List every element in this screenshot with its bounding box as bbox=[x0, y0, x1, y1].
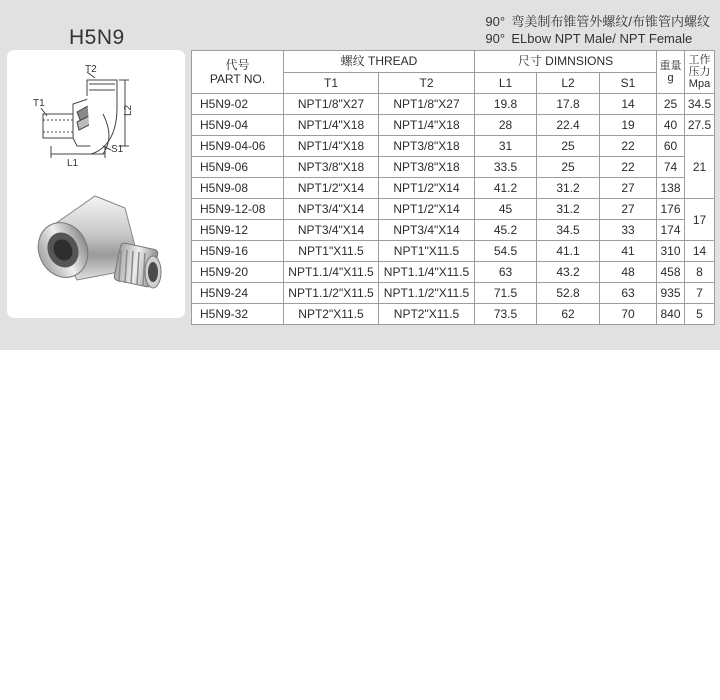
cell-s1: 70 bbox=[600, 304, 657, 325]
cell-l2: 62 bbox=[537, 304, 600, 325]
cell-l1: 31 bbox=[475, 136, 537, 157]
cell-part: H5N9-02 bbox=[192, 94, 284, 115]
table-row bbox=[192, 94, 715, 115]
cell-t2: NPT1/8"X27 bbox=[379, 94, 475, 115]
cell-l2: 41.1 bbox=[537, 241, 600, 262]
elbow-drawing bbox=[7, 50, 185, 318]
cell-pressure: 17 bbox=[685, 199, 715, 241]
cell-t2: NPT3/8"X18 bbox=[379, 157, 475, 178]
header-part-no bbox=[192, 51, 284, 94]
table-row bbox=[192, 262, 715, 283]
cell-s1: 41 bbox=[600, 241, 657, 262]
cell-t1: NPT3/8"X18 bbox=[284, 157, 379, 178]
cell-weight: 60 bbox=[657, 136, 685, 157]
description-zh-degree: 90° bbox=[485, 14, 506, 29]
header-pressure-unit: Mpa bbox=[688, 78, 711, 90]
label-s1: S1 bbox=[111, 144, 124, 155]
cell-part: H5N9-20 bbox=[192, 262, 284, 283]
cell-t2: NPT2"X11.5 bbox=[379, 304, 475, 325]
cell-s1: 63 bbox=[600, 283, 657, 304]
spec-table-body bbox=[192, 94, 715, 325]
cell-l2: 17.8 bbox=[537, 94, 600, 115]
cell-l1: 19.8 bbox=[475, 94, 537, 115]
cell-l2: 22.4 bbox=[537, 115, 600, 136]
table-row bbox=[192, 283, 715, 304]
header-weight bbox=[657, 51, 685, 94]
table-row bbox=[192, 115, 715, 136]
cell-weight: 174 bbox=[657, 220, 685, 241]
cell-l1: 63 bbox=[475, 262, 537, 283]
cell-weight: 25 bbox=[657, 94, 685, 115]
cell-weight: 176 bbox=[657, 199, 685, 220]
cell-l1: 71.5 bbox=[475, 283, 537, 304]
cell-s1: 19 bbox=[600, 115, 657, 136]
cell-weight: 840 bbox=[657, 304, 685, 325]
cell-l1: 45.2 bbox=[475, 220, 537, 241]
cell-l1: 45 bbox=[475, 199, 537, 220]
cell-l2: 31.2 bbox=[537, 178, 600, 199]
header-l1: L1 bbox=[475, 72, 537, 94]
table-row bbox=[192, 157, 715, 178]
cell-t2: NPT1.1/2"X11.5 bbox=[379, 283, 475, 304]
cell-l2: 25 bbox=[537, 157, 600, 178]
product-code-title: H5N9 bbox=[69, 26, 125, 49]
cell-weight: 310 bbox=[657, 241, 685, 262]
product-description bbox=[485, 13, 710, 47]
spec-table bbox=[191, 50, 715, 325]
cell-part: H5N9-06 bbox=[192, 157, 284, 178]
label-l2: L2 bbox=[123, 104, 134, 116]
header-pressure-zh1: 工作 bbox=[688, 54, 711, 66]
cell-s1: 14 bbox=[600, 94, 657, 115]
table-header-row bbox=[192, 51, 715, 73]
cell-l1: 33.5 bbox=[475, 157, 537, 178]
cell-part: H5N9-24 bbox=[192, 283, 284, 304]
cell-s1: 27 bbox=[600, 178, 657, 199]
cell-s1: 27 bbox=[600, 199, 657, 220]
cell-s1: 22 bbox=[600, 157, 657, 178]
cell-l2: 43.2 bbox=[537, 262, 600, 283]
cell-pressure: 7 bbox=[685, 283, 715, 304]
cell-t2: NPT1"X11.5 bbox=[379, 241, 475, 262]
cell-t1: NPT1/4"X18 bbox=[284, 136, 379, 157]
description-en-degree: 90° bbox=[485, 31, 506, 46]
cell-t1: NPT3/4"X14 bbox=[284, 199, 379, 220]
label-l1: L1 bbox=[67, 158, 79, 169]
description-zh-text: 弯美制布锥管外螺纹/布锥管内螺纹 bbox=[511, 14, 710, 29]
header-t1: T1 bbox=[284, 72, 379, 94]
cell-l2: 52.8 bbox=[537, 283, 600, 304]
cell-l2: 31.2 bbox=[537, 199, 600, 220]
header-weight-unit: g bbox=[667, 72, 674, 84]
header-weight-zh: 重量 bbox=[659, 60, 682, 72]
description-en-row bbox=[485, 30, 710, 47]
header-dimensions: 尺寸 DIMNSIONS bbox=[475, 51, 657, 73]
cell-pressure: 21 bbox=[685, 136, 715, 199]
cell-t2: NPT1/2"X14 bbox=[379, 178, 475, 199]
cell-l2: 34.5 bbox=[537, 220, 600, 241]
header-s1: S1 bbox=[600, 72, 657, 94]
table-row bbox=[192, 178, 715, 199]
label-t2: T2 bbox=[85, 64, 97, 75]
product-image-card bbox=[7, 50, 185, 318]
cell-t2: NPT1/2"X14 bbox=[379, 199, 475, 220]
cell-t1: NPT2"X11.5 bbox=[284, 304, 379, 325]
cell-part: H5N9-16 bbox=[192, 241, 284, 262]
cell-l2: 25 bbox=[537, 136, 600, 157]
cell-l1: 54.5 bbox=[475, 241, 537, 262]
table-row bbox=[192, 136, 715, 157]
cell-part: H5N9-04-06 bbox=[192, 136, 284, 157]
cell-pressure: 34.5 bbox=[685, 94, 715, 115]
cell-pressure: 5 bbox=[685, 304, 715, 325]
header-part-en: PART NO. bbox=[209, 72, 266, 86]
cell-pressure: 27.5 bbox=[685, 115, 715, 136]
cell-weight: 458 bbox=[657, 262, 685, 283]
table-row bbox=[192, 220, 715, 241]
cell-t1: NPT1/2"X14 bbox=[284, 178, 379, 199]
header-l2: L2 bbox=[537, 72, 600, 94]
description-en-text: ELbow NPT Male/ NPT Female bbox=[511, 31, 693, 46]
cell-l1: 28 bbox=[475, 115, 537, 136]
cell-t1: NPT1/8"X27 bbox=[284, 94, 379, 115]
cell-part: H5N9-08 bbox=[192, 178, 284, 199]
cell-part: H5N9-32 bbox=[192, 304, 284, 325]
table-row bbox=[192, 241, 715, 262]
cell-t2: NPT1.1/4"X11.5 bbox=[379, 262, 475, 283]
cell-t1: NPT1.1/4"X11.5 bbox=[284, 262, 379, 283]
label-t1: T1 bbox=[33, 98, 45, 109]
header-t2: T2 bbox=[379, 72, 475, 94]
header-pressure-zh2: 压力 bbox=[688, 66, 711, 78]
cell-s1: 48 bbox=[600, 262, 657, 283]
cell-l1: 41.2 bbox=[475, 178, 537, 199]
header-thread: 螺纹 THREAD bbox=[284, 51, 475, 73]
header-part-zh: 代号 bbox=[225, 58, 250, 72]
table-row bbox=[192, 199, 715, 220]
cell-s1: 33 bbox=[600, 220, 657, 241]
cell-weight: 74 bbox=[657, 157, 685, 178]
cell-part: H5N9-12-08 bbox=[192, 199, 284, 220]
cell-t1: NPT1.1/2"X11.5 bbox=[284, 283, 379, 304]
cell-part: H5N9-04 bbox=[192, 115, 284, 136]
cell-weight: 935 bbox=[657, 283, 685, 304]
cell-t1: NPT3/4"X14 bbox=[284, 220, 379, 241]
cell-l1: 73.5 bbox=[475, 304, 537, 325]
cell-weight: 40 bbox=[657, 115, 685, 136]
cell-t1: NPT1/4"X18 bbox=[284, 115, 379, 136]
fitting-photo bbox=[29, 196, 161, 288]
cell-weight: 138 bbox=[657, 178, 685, 199]
cell-t2: NPT3/8"X18 bbox=[379, 136, 475, 157]
cell-t2: NPT1/4"X18 bbox=[379, 115, 475, 136]
description-zh-row bbox=[485, 13, 710, 30]
cell-t2: NPT3/4"X14 bbox=[379, 220, 475, 241]
header-pressure bbox=[685, 51, 715, 94]
cell-t1: NPT1"X11.5 bbox=[284, 241, 379, 262]
cell-pressure: 8 bbox=[685, 262, 715, 283]
cell-part: H5N9-12 bbox=[192, 220, 284, 241]
cell-s1: 22 bbox=[600, 136, 657, 157]
cell-pressure: 14 bbox=[685, 241, 715, 262]
table-row bbox=[192, 304, 715, 325]
